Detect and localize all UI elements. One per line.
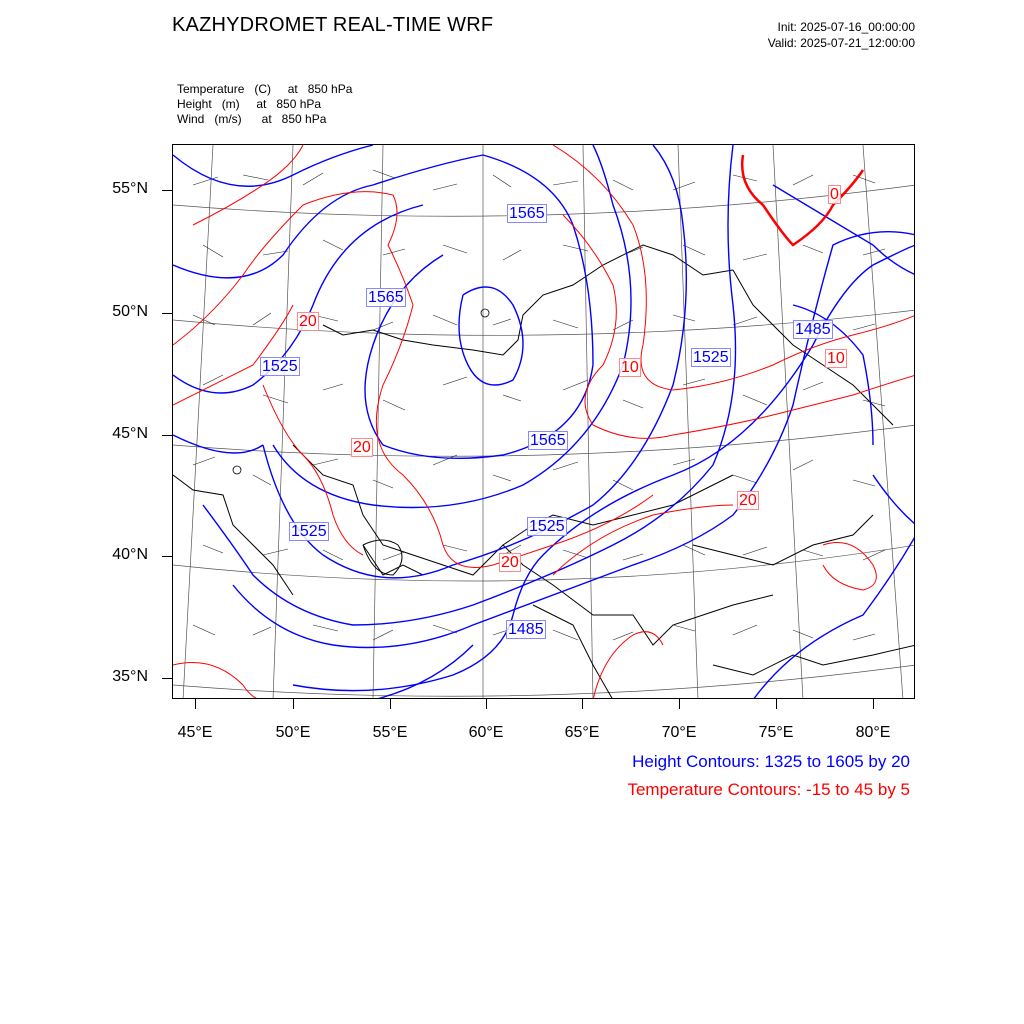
graticule (173, 145, 915, 699)
height-label: 1485 (795, 321, 831, 338)
lat-label: 55°N (112, 180, 148, 197)
lat-tick (162, 556, 172, 557)
height-contours (173, 145, 915, 699)
lon-tick (486, 699, 487, 709)
temperature-legend: Temperature Contours: -15 to 45 by 5 (627, 780, 910, 799)
height-high-marker (481, 309, 489, 317)
lon-tick (582, 699, 583, 709)
height-label: 1525 (529, 518, 565, 535)
height-label: 1525 (693, 349, 729, 366)
map-title: KAZHYDROMET REAL-TIME WRF (172, 14, 494, 36)
lon-tick (776, 699, 777, 709)
lon-label: 55°E (372, 724, 408, 741)
lat-label: 35°N (112, 668, 148, 685)
height-label: 1485 (508, 621, 544, 638)
lon-tick (679, 699, 680, 709)
height-label: 1525 (291, 523, 327, 540)
init-time: Init: 2025-07-16_00:00:00 (777, 20, 915, 34)
temperature-label: 10 (827, 350, 845, 367)
field-height: Height (m) at 850 hPa (177, 97, 322, 111)
lat-label: 50°N (112, 303, 148, 320)
temperature-label: 20 (739, 492, 757, 509)
height-low-marker (233, 466, 241, 474)
lon-label: 45°E (177, 724, 213, 741)
field-temperature: Temperature (C) at 850 hPa (177, 82, 353, 96)
lat-tick (162, 435, 172, 436)
lon-label: 60°E (468, 724, 504, 741)
run-times (768, 19, 915, 51)
lon-label: 80°E (855, 724, 891, 741)
field-wind: Wind (m/s) at 850 hPa (177, 112, 327, 126)
height-label: 1565 (368, 289, 404, 306)
temperature-contours (173, 145, 915, 699)
temperature-label: 20 (501, 554, 519, 571)
lat-tick (162, 313, 172, 314)
lon-tick (873, 699, 874, 709)
valid-time: Valid: 2025-07-21_12:00:00 (767, 36, 915, 50)
temperature-label: 20 (299, 313, 317, 330)
lon-label: 65°E (564, 724, 600, 741)
lat-tick (162, 190, 172, 191)
lat-tick (162, 678, 172, 679)
lon-tick (390, 699, 391, 709)
height-label: 1565 (530, 432, 566, 449)
lon-label: 75°E (758, 724, 794, 741)
height-legend: Height Contours: 1325 to 1605 by 20 (632, 752, 910, 771)
temperature-label: 0 (830, 186, 839, 203)
zero-degree-contour (742, 155, 863, 245)
wind-barbs (193, 170, 885, 640)
lon-tick (293, 699, 294, 709)
lat-label: 45°N (112, 425, 148, 442)
lon-label: 50°E (275, 724, 311, 741)
temperature-label: 20 (353, 439, 371, 456)
field-list (177, 82, 352, 127)
height-label: 1565 (509, 205, 545, 222)
lon-label: 70°E (661, 724, 697, 741)
map-panel (172, 144, 915, 699)
temperature-label: 10 (621, 359, 639, 376)
lon-tick (195, 699, 196, 709)
lat-label: 40°N (112, 546, 148, 563)
height-label: 1525 (262, 358, 298, 375)
map-graphics (173, 145, 915, 699)
